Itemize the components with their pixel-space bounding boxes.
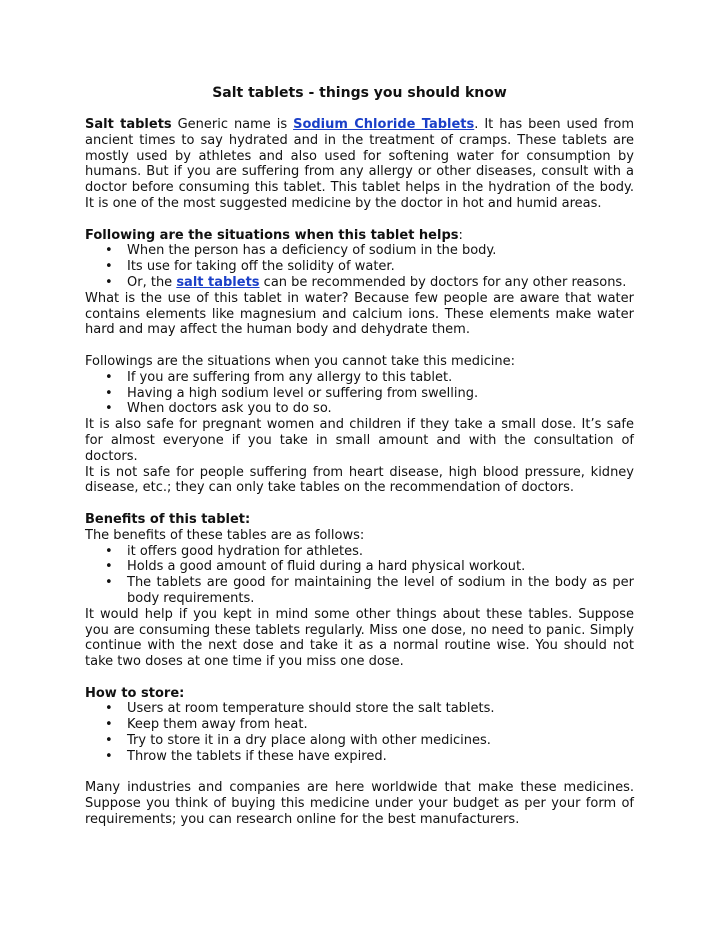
- intro-paragraph: [85, 117, 634, 212]
- intro-body: . It has been used from ancient times to say hydrated and in the treatment of cramps. These tablets are mostly used by athletes and also used for softening water for consumption by humans. But if you are suffering from any allergy or other diseases, consult with a doctor before consuming this tablet. This tablet helps in the hydration of the body. It is one of the most suggested medicine by the doctor in hot and humid areas.: [85, 117, 634, 211]
- list-item: • it offers good hydration for athletes.: [127, 544, 634, 560]
- storage-heading: How to store:: [85, 685, 185, 701]
- cannot-take-intro: Followings are the situations when you cannot take this medicine:: [85, 353, 515, 369]
- water-use-paragraph: What is the use of this tablet in water? Because few people are aware that water contains elements like magnesium and calcium ions. These elements make water hard and may affect the human body and dehydrate them.: [85, 290, 634, 338]
- situations-heading-text: Following are the situations when this tablet helps: [85, 227, 459, 243]
- storage-list: [85, 701, 634, 764]
- salt-tablets-link[interactable]: salt tablets: [176, 274, 260, 290]
- closing-paragraph: Many industries and companies are here worldwide that make these medicines. Suppose you think of buying this medicine under your budget as per your form of requirements; you can research online for the best manufacturers.: [85, 780, 634, 828]
- benefits-heading: Benefits of this tablet:: [85, 511, 251, 527]
- sodium-chloride-link[interactable]: Sodium Chloride Tablets: [293, 117, 475, 132]
- situations-list: [85, 243, 634, 290]
- situations-heading-colon: :: [458, 227, 463, 243]
- cannot-take-list: [85, 370, 634, 417]
- list-item: • Its use for taking off the solidity of water.: [127, 259, 634, 275]
- situations-heading: [85, 228, 634, 244]
- spacer: [85, 338, 634, 354]
- list-item: • Throw the tablets if these have expired.: [127, 749, 634, 765]
- not-safe-paragraph: It is not safe for people suffering from heart disease, high blood pressure, kidney disease, etc.; they can only take tables on the recommendation of doctors.: [85, 464, 634, 496]
- list-item: • When doctors ask you to do so.: [127, 401, 634, 417]
- list-item: • When the person has a deficiency of sodium in the body.: [127, 243, 634, 259]
- list-item: • Having a high sodium level or suffering from swelling.: [127, 386, 634, 402]
- dosage-paragraph: It would help if you kept in mind some other things about these tables. Suppose you are consuming these tablets regularly. Miss one dose, no need to panic. Simply continue with the next dose and take it as a normal routine wise. You should not take two doses at one time if you miss one dose.: [85, 606, 634, 670]
- item-text: can be recommended by doctors for any other reasons.: [259, 274, 627, 290]
- intro-pre-link: Generic name is: [171, 117, 294, 132]
- safety-paragraph: It is also safe for pregnant women and children if they take a small dose. It’s safe for almost everyone if you take in small amount and with the consultation of doctors.: [85, 417, 634, 464]
- list-item: • Keep them away from heat.: [127, 717, 634, 733]
- benefits-intro: The benefits of these tables are as follows:: [85, 527, 365, 543]
- benefits-list: [85, 544, 634, 607]
- list-item: • The tablets are good for maintaining the level of sodium in the body as per body requirements.: [127, 575, 634, 607]
- list-item: • Holds a good amount of fluid during a hard physical workout.: [127, 559, 634, 575]
- spacer: [85, 212, 634, 228]
- spacer: [85, 670, 634, 686]
- list-item: • Users at room temperature should store the salt tablets.: [127, 701, 634, 717]
- spacer: [85, 496, 634, 512]
- list-item: • Try to store it in a dry place along with other medicines.: [127, 733, 634, 749]
- intro-lead: Salt tablets: [85, 117, 172, 132]
- document-title: Salt tablets - things you should know: [212, 85, 507, 101]
- spacer: [85, 765, 634, 781]
- list-item: [127, 275, 634, 291]
- list-item: • If you are suffering from any allergy to this tablet.: [127, 370, 634, 386]
- item-text: Or, the: [127, 274, 177, 290]
